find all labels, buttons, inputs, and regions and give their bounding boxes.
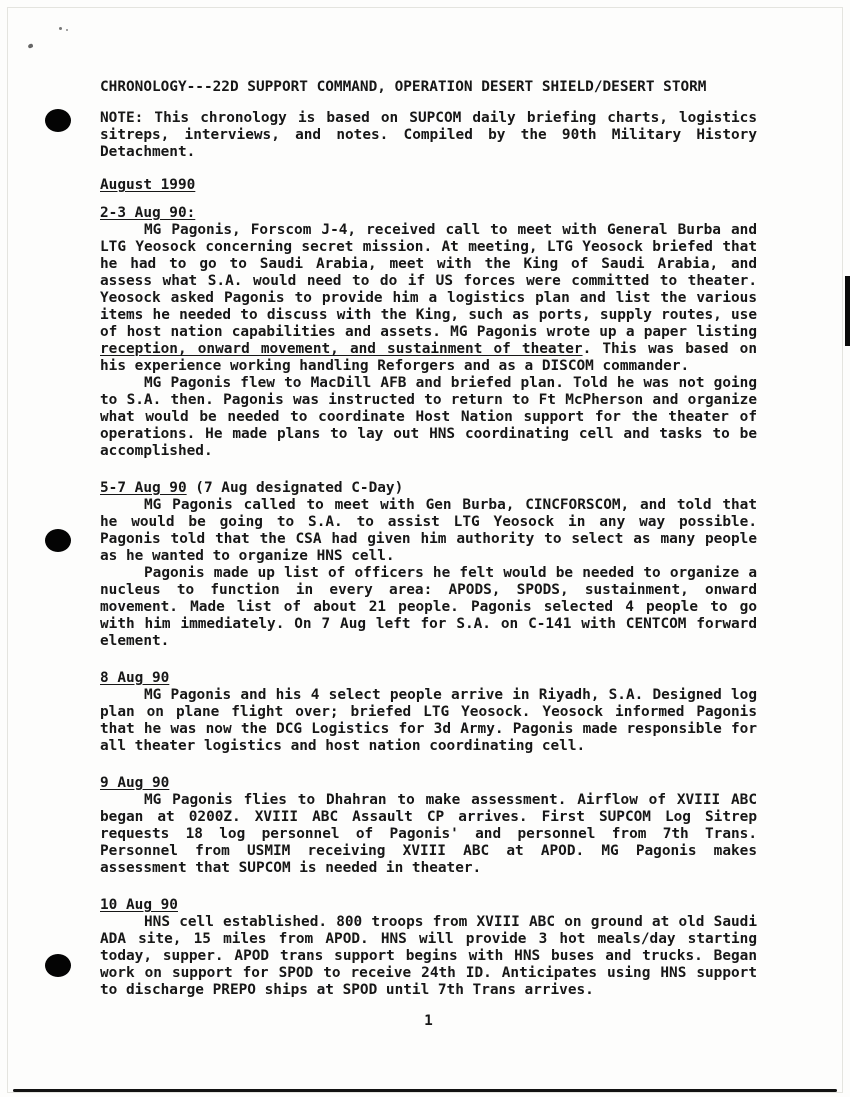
paragraph: HNS cell established. 800 troops from XVIII ABC on ground at old Saudi ADA site, 15 miles from APOD. HNS will provide 3 hot meals/day starting today, supper. APOD trans support begins with HNS buses and trucks. Began work on support for SPOD to receive 24th ID. Anticipates using HNS support to discharge PREPO ships at SPOD until 7th Trans arrives. — [100, 914, 757, 998]
section-heading — [100, 775, 757, 792]
section-heading — [100, 205, 757, 222]
paragraph: MG Pagonis and his 4 select people arrive in Riyadh, S.A. Designed log plan on plane flight over; briefed LTG Yeosock. Yeosock informed Pagonis that he was now the DCG Logistics for 3d Army. Pagonis made responsible for all theater logistics and host nation coordinating cell. — [100, 687, 757, 754]
scan-speck — [59, 27, 62, 30]
month-heading — [100, 177, 757, 194]
month-heading-text: August 1990 — [100, 177, 196, 193]
section-9-aug-90 — [100, 775, 757, 877]
section-5-7-aug-90 — [100, 480, 757, 650]
section-2-3-aug-90 — [100, 205, 757, 460]
section-heading-text: 8 Aug 90 — [100, 670, 170, 686]
scan-speck — [66, 29, 68, 31]
note-paragraph: NOTE: This chronology is based on SUPCOM daily briefing charts, logistics sitreps, interviews, and notes. Compiled by the 90th Military History Detachment. — [100, 110, 757, 160]
paragraph: MG Pagonis flies to Dhahran to make assessment. Airflow of XVIII ABC began at 0200Z. XVIII ABC Assault CP arrives. First SUPCOM Log Sitrep requests 18 log personnel of Pagonis' and personnel from 7th Trans. Personnel from USMIM receiving XVIII ABC at APOD. MG Pagonis makes assessment that SUPCOM is needed in theater. — [100, 792, 757, 876]
paragraph: Pagonis made up list of officers he felt would be needed to organize a nucleus to function in every area: APODS, SPODS, sustainment, onward movement. Made list of about 21 people. Pagonis selected 4 people to go with him immediately. On 7 Aug left for S.A. on C-141 with CENTCOM forward element. — [100, 565, 757, 649]
hole-punch-mark — [45, 529, 71, 552]
hole-punch-mark — [45, 954, 71, 977]
section-heading-text: 10 Aug 90 — [100, 897, 178, 913]
paragraph: MG Pagonis flew to MacDill AFB and briefed plan. Told he was not going to S.A. then. Pagonis was instructed to return to Ft McPherson and organize what would be needed to coordinate Host Nation support for the theater of operations. He made plans to lay out HNS coordinating cell and tasks to be accomplished. — [100, 375, 757, 459]
paragraph-text: . This was based on his experience working handling Reforgers and as a DISCOM commander. — [100, 341, 757, 374]
scan-bottom-line — [13, 1089, 837, 1092]
hole-punch-mark — [45, 109, 71, 132]
underlined-phrase: reception, onward movement, and sustainment of theater — [100, 341, 583, 357]
paragraph-text: MG Pagonis, Forscom J-4, received call to meet with General Burba and LTG Yeosock concerning secret mission. At meeting, LTG Yeosock briefed that he had to go to Saudi Arabia, meet with the King of Saudi Arabia, and assess what S.A. would need to do if US forces were committed to theater. Yeosock asked Pagonis to provide him a logistics plan and list the various items he needed to discuss with the King, such as ports, supply routes, use of host nation capabilities and assets. MG Pagonis wrote up a paper listing — [100, 222, 757, 340]
section-heading — [100, 897, 757, 914]
scan-edge-mark — [845, 276, 850, 346]
document-content — [100, 79, 757, 1030]
paragraph — [100, 222, 757, 375]
section-10-aug-90 — [100, 897, 757, 999]
section-heading — [100, 480, 757, 497]
section-heading-text: 9 Aug 90 — [100, 775, 170, 791]
document-title: CHRONOLOGY---22D SUPPORT COMMAND, OPERATION DESERT SHIELD/DESERT STORM — [100, 79, 707, 95]
section-heading — [100, 670, 757, 687]
section-8-aug-90 — [100, 670, 757, 755]
section-heading-text: 2-3 Aug 90: — [100, 205, 196, 221]
section-heading-suffix: (7 Aug designated C-Day) — [186, 480, 404, 496]
paragraph: MG Pagonis called to meet with Gen Burba, CINCFORSCOM, and told that he would be going to S.A. to assist LTG Yeosock in any way possible. Pagonis told that the CSA had given him authority to select as many people as he wanted to organize HNS cell. — [100, 497, 757, 564]
scan-speck — [27, 43, 33, 48]
section-heading-text: 5-7 Aug 90 — [100, 480, 187, 496]
page-number: 1 — [424, 1013, 433, 1029]
